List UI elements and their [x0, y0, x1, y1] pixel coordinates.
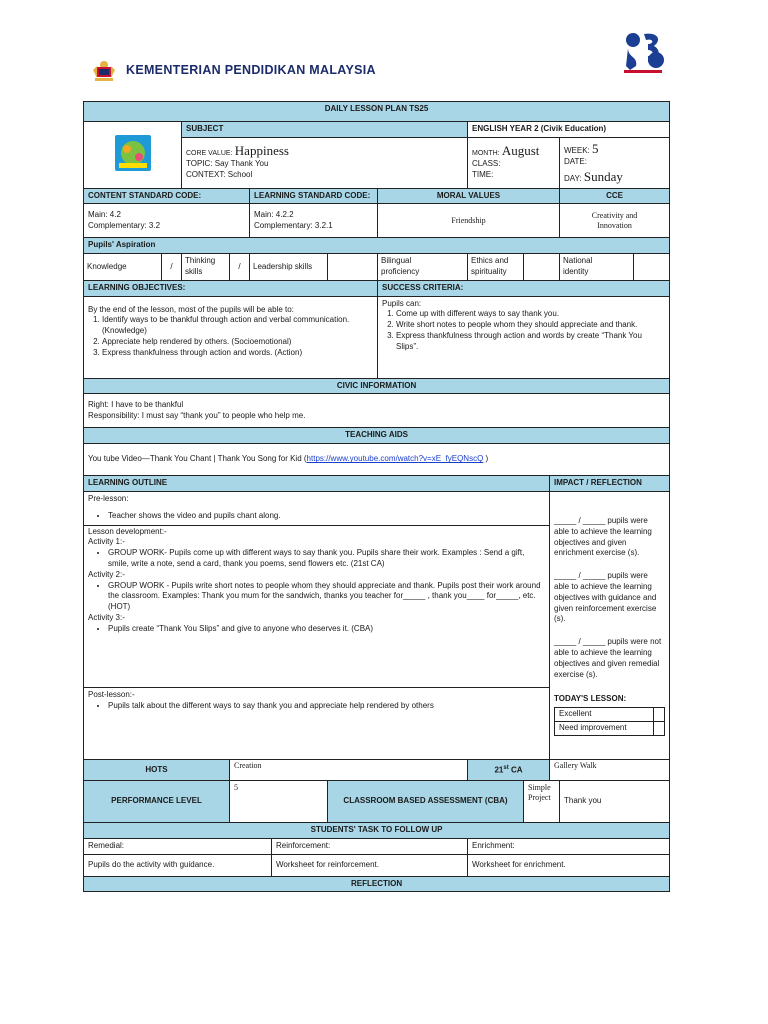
success-item: 3. Express thankfulness through action and words by create “Thank You Slips”.: [396, 331, 665, 353]
activity-1-label: Activity 1:-: [88, 537, 125, 547]
ethics-line-1: Ethics and: [471, 256, 509, 266]
activity-2-list: [88, 581, 545, 613]
activity-3-item: • Pupils create “Thank You Slips” and give to anyone who deserves it. (CBA): [108, 624, 545, 635]
learning-standard-cell: [250, 204, 378, 238]
activity-1-list: [88, 548, 545, 570]
success-label: SUCCESS CRITERIA:: [378, 280, 670, 296]
date-label: DATE:: [564, 157, 587, 167]
civic-label: CIVIC INFORMATION: [84, 378, 670, 394]
hots-label: HOTS: [84, 760, 230, 781]
activity-1-item: • GROUP WORK- Pupils come up with different ways to say thank you. Pupils share their work. Examples : Send a gift, smile, write a note, send a card, thank you poems, send flowers etc. (21st CA): [108, 548, 545, 570]
objectives-intro: By the end of the lesson, most of the pupils will be able to:: [88, 304, 294, 314]
pre-lesson-label: Pre-lesson:: [88, 494, 129, 504]
cba-label: CLASSROOM BASED ASSESSMENT (CBA): [328, 781, 524, 823]
week-label: WEEK:: [564, 145, 590, 155]
week: 5: [592, 140, 599, 156]
lesson-plan-table: [83, 101, 670, 892]
reflection-label: REFLECTION: [84, 876, 670, 892]
aspiration-bilingual: [378, 254, 468, 281]
success-intro: Pupils can:: [382, 298, 422, 308]
outline-body: [84, 492, 550, 688]
impact-reflection-3: _____ / _____ pupils were not able to achieve the learning objectives and given remedial exercise (s).: [554, 637, 662, 679]
success-item: 2. Write short notes to people whom they should appreciate and thank.: [396, 320, 665, 331]
aspiration-mark-2: /: [230, 254, 250, 281]
aspiration-empty-2: [524, 254, 560, 281]
week-cell: [560, 137, 670, 188]
activity-2-label: Activity 2:-: [88, 569, 125, 579]
cba-value-line-2: Project: [528, 793, 551, 803]
activity-3-label: Activity 3:-: [88, 613, 125, 623]
lesson-development-label: Lesson development:-: [84, 525, 549, 538]
todays-lesson-rating: [554, 707, 665, 736]
subject-label: SUBJECT: [182, 122, 468, 138]
bilingual-line-2: proficiency: [381, 267, 420, 277]
aspiration-mark-1: /: [162, 254, 182, 281]
learning-main: Main: 4.2.2: [254, 210, 294, 220]
post-lesson-list: [88, 701, 545, 712]
pre-lesson-list: [88, 511, 545, 522]
context-label: CONTEXT:: [186, 170, 226, 180]
topic: Say Thank You: [214, 159, 269, 169]
success-item: 1. Come up with different ways to say thank you.: [396, 309, 665, 320]
month: August: [501, 142, 540, 158]
cce-label: CCE: [560, 188, 670, 204]
teaching-aids-close: ): [483, 454, 489, 464]
cce-line-1: Creativity and: [591, 211, 638, 221]
learning-complementary: Complementary: 3.2.1: [254, 220, 333, 230]
ca-label-sup: st: [503, 764, 509, 771]
content-standard-label: CONTENT STANDARD CODE:: [84, 188, 250, 204]
textbook-cover: [84, 122, 182, 189]
hots-value: Creation: [230, 760, 468, 781]
cba-note: Thank you: [560, 781, 670, 823]
objectives-list: [88, 315, 373, 358]
cce-line-2: Innovation: [597, 220, 632, 230]
post-lesson-cell: [84, 688, 550, 760]
aspiration-leadership: Leadership skills: [250, 254, 328, 281]
activity-2-item: • GROUP WORK - Pupils write short notes to people whom they should appreciate and thank. Pupils post their work around the classroom. Examples: Thank you mum for the sandwich, thanks you teacher for_____ , thank you____ for_____, etc. (HOT): [108, 581, 545, 613]
plan-title: DAILY LESSON PLAN TS25: [84, 102, 670, 122]
pre-lesson-item: • Teacher shows the video and pupils chant along.: [108, 511, 545, 522]
rating-need-improvement-box[interactable]: [653, 722, 664, 736]
objective-item: 3. Express thankfulness through action and words. (Action): [102, 348, 373, 359]
rating-need-improvement: Need improvement: [555, 722, 654, 736]
aspiration-national: [560, 254, 634, 281]
ca-value: Gallery Walk: [550, 760, 670, 781]
ethics-line-2: spirituality: [471, 267, 507, 277]
ministry-name: KEMENTERIAN PENDIDIKAN MALAYSIA: [126, 63, 376, 77]
ca-label: [468, 760, 550, 781]
ca-label-suffix: CA: [508, 765, 523, 775]
core-value-label: CORE VALUE:: [186, 149, 233, 157]
month-cell: [468, 137, 560, 188]
malaysia-crest-icon: [90, 56, 118, 84]
success-list: [382, 309, 665, 352]
civic-right: Right: I have to be thankful: [88, 400, 184, 410]
core-value: Happiness: [234, 142, 289, 158]
objectives-cell: [84, 296, 378, 378]
month-label: MONTH:: [472, 149, 500, 157]
moral-values-label: MORAL VALUES: [378, 188, 560, 204]
rating-excellent: Excellent: [555, 708, 654, 722]
impact-body: [550, 492, 670, 760]
impact-label: IMPACT / REFLECTION: [550, 476, 670, 492]
follow-up-label: STUDENTS' TASK TO FOLLOW UP: [84, 823, 670, 839]
rating-excellent-box[interactable]: [653, 708, 664, 722]
teaching-aids-link[interactable]: https://www.youtube.com/watch?v=xE_fyEQNscQ: [306, 454, 484, 464]
bilingual-line-1: Bilingual: [381, 256, 412, 266]
objectives-label: LEARNING OBJECTIVES:: [84, 280, 378, 296]
enrichment-label: Enrichment:: [468, 838, 670, 854]
cba-value-line-1: Simple: [528, 783, 551, 793]
reinforcement-label: Reinforcement:: [272, 838, 468, 854]
reinforcement-task: Worksheet for reinforcement.: [272, 854, 468, 876]
aspiration-label: Pupils' Aspiration: [84, 238, 670, 254]
subject-value: ENGLISH YEAR 2 (Civik Education): [468, 122, 670, 138]
performance-level-label: PERFORMANCE LEVEL: [84, 781, 230, 823]
textbook-cover-icon: [113, 133, 153, 173]
day: Sunday: [583, 169, 623, 185]
national-line-2: identity: [563, 267, 589, 277]
objective-item: 1. Identify ways to be thankful through action and verbal communication. (Knowledge): [102, 315, 373, 337]
enrichment-task: Worksheet for enrichment.: [468, 854, 670, 876]
objective-item: 2. Appreciate help rendered by others. (Socioemotional): [102, 337, 373, 348]
content-main: Main: 4.2: [88, 210, 121, 220]
aspiration-empty-1: [328, 254, 378, 281]
aspiration-thinking: Thinking skills: [182, 254, 230, 281]
performance-level-value: 5: [230, 781, 328, 823]
civic-responsibility: Responsibility: I must say “thank you” to people who help me.: [88, 410, 306, 420]
teaching-aids-cell: [84, 444, 670, 476]
learning-standard-label: LEARNING STANDARD CODE:: [250, 188, 378, 204]
class-label: CLASS:: [472, 159, 501, 169]
page-header: [0, 0, 768, 100]
content-standard-cell: [84, 204, 250, 238]
learning-outline-label: LEARNING OUTLINE: [84, 476, 550, 492]
ca-label-number: 21: [494, 765, 504, 775]
teaching-aids-label: TEACHING AIDS: [84, 428, 670, 444]
cce-value: [560, 204, 670, 238]
aspiration-knowledge: Knowledge: [84, 254, 162, 281]
national-line-1: National: [563, 256, 593, 266]
context: School: [227, 170, 253, 180]
day-label: DAY:: [564, 174, 582, 184]
todays-lesson-label: TODAY'S LESSON:: [554, 694, 627, 704]
civic-cell: [84, 394, 670, 428]
impact-reflection-2: _____ / _____ pupils were able to achieve the learning objectives with guidance and given reinforcement exercise (s).: [554, 571, 657, 624]
teaching-aids-text: You tube Video—Thank You Chant | Thank You Song for Kid (: [88, 454, 307, 464]
cba-value: [524, 781, 560, 823]
success-cell: [378, 296, 670, 378]
impact-reflection-1: _____ / _____ pupils were able to achieve the learning objectives and given enrichment exercise (s).: [554, 516, 652, 558]
aspiration-ethics: [468, 254, 524, 281]
activity-3-list: [88, 624, 545, 635]
remedial-task: Pupils do the activity with guidance.: [84, 854, 272, 876]
ts25-logo-icon: [618, 26, 668, 76]
content-complementary: Complementary: 3.2: [88, 220, 161, 230]
ministry-branding: [90, 56, 376, 84]
topic-label: TOPIC:: [186, 159, 213, 169]
remedial-label: Remedial:: [84, 838, 272, 854]
aspiration-empty-3: [634, 254, 670, 281]
time-label: TIME:: [472, 170, 494, 180]
moral-value: Friendship: [378, 204, 560, 238]
post-lesson-item: • Pupils talk about the different ways to say thank you and appreciate help rendered by others: [108, 701, 545, 712]
core-value-cell: [182, 137, 468, 188]
post-lesson-label: Post-lesson:-: [88, 690, 135, 700]
